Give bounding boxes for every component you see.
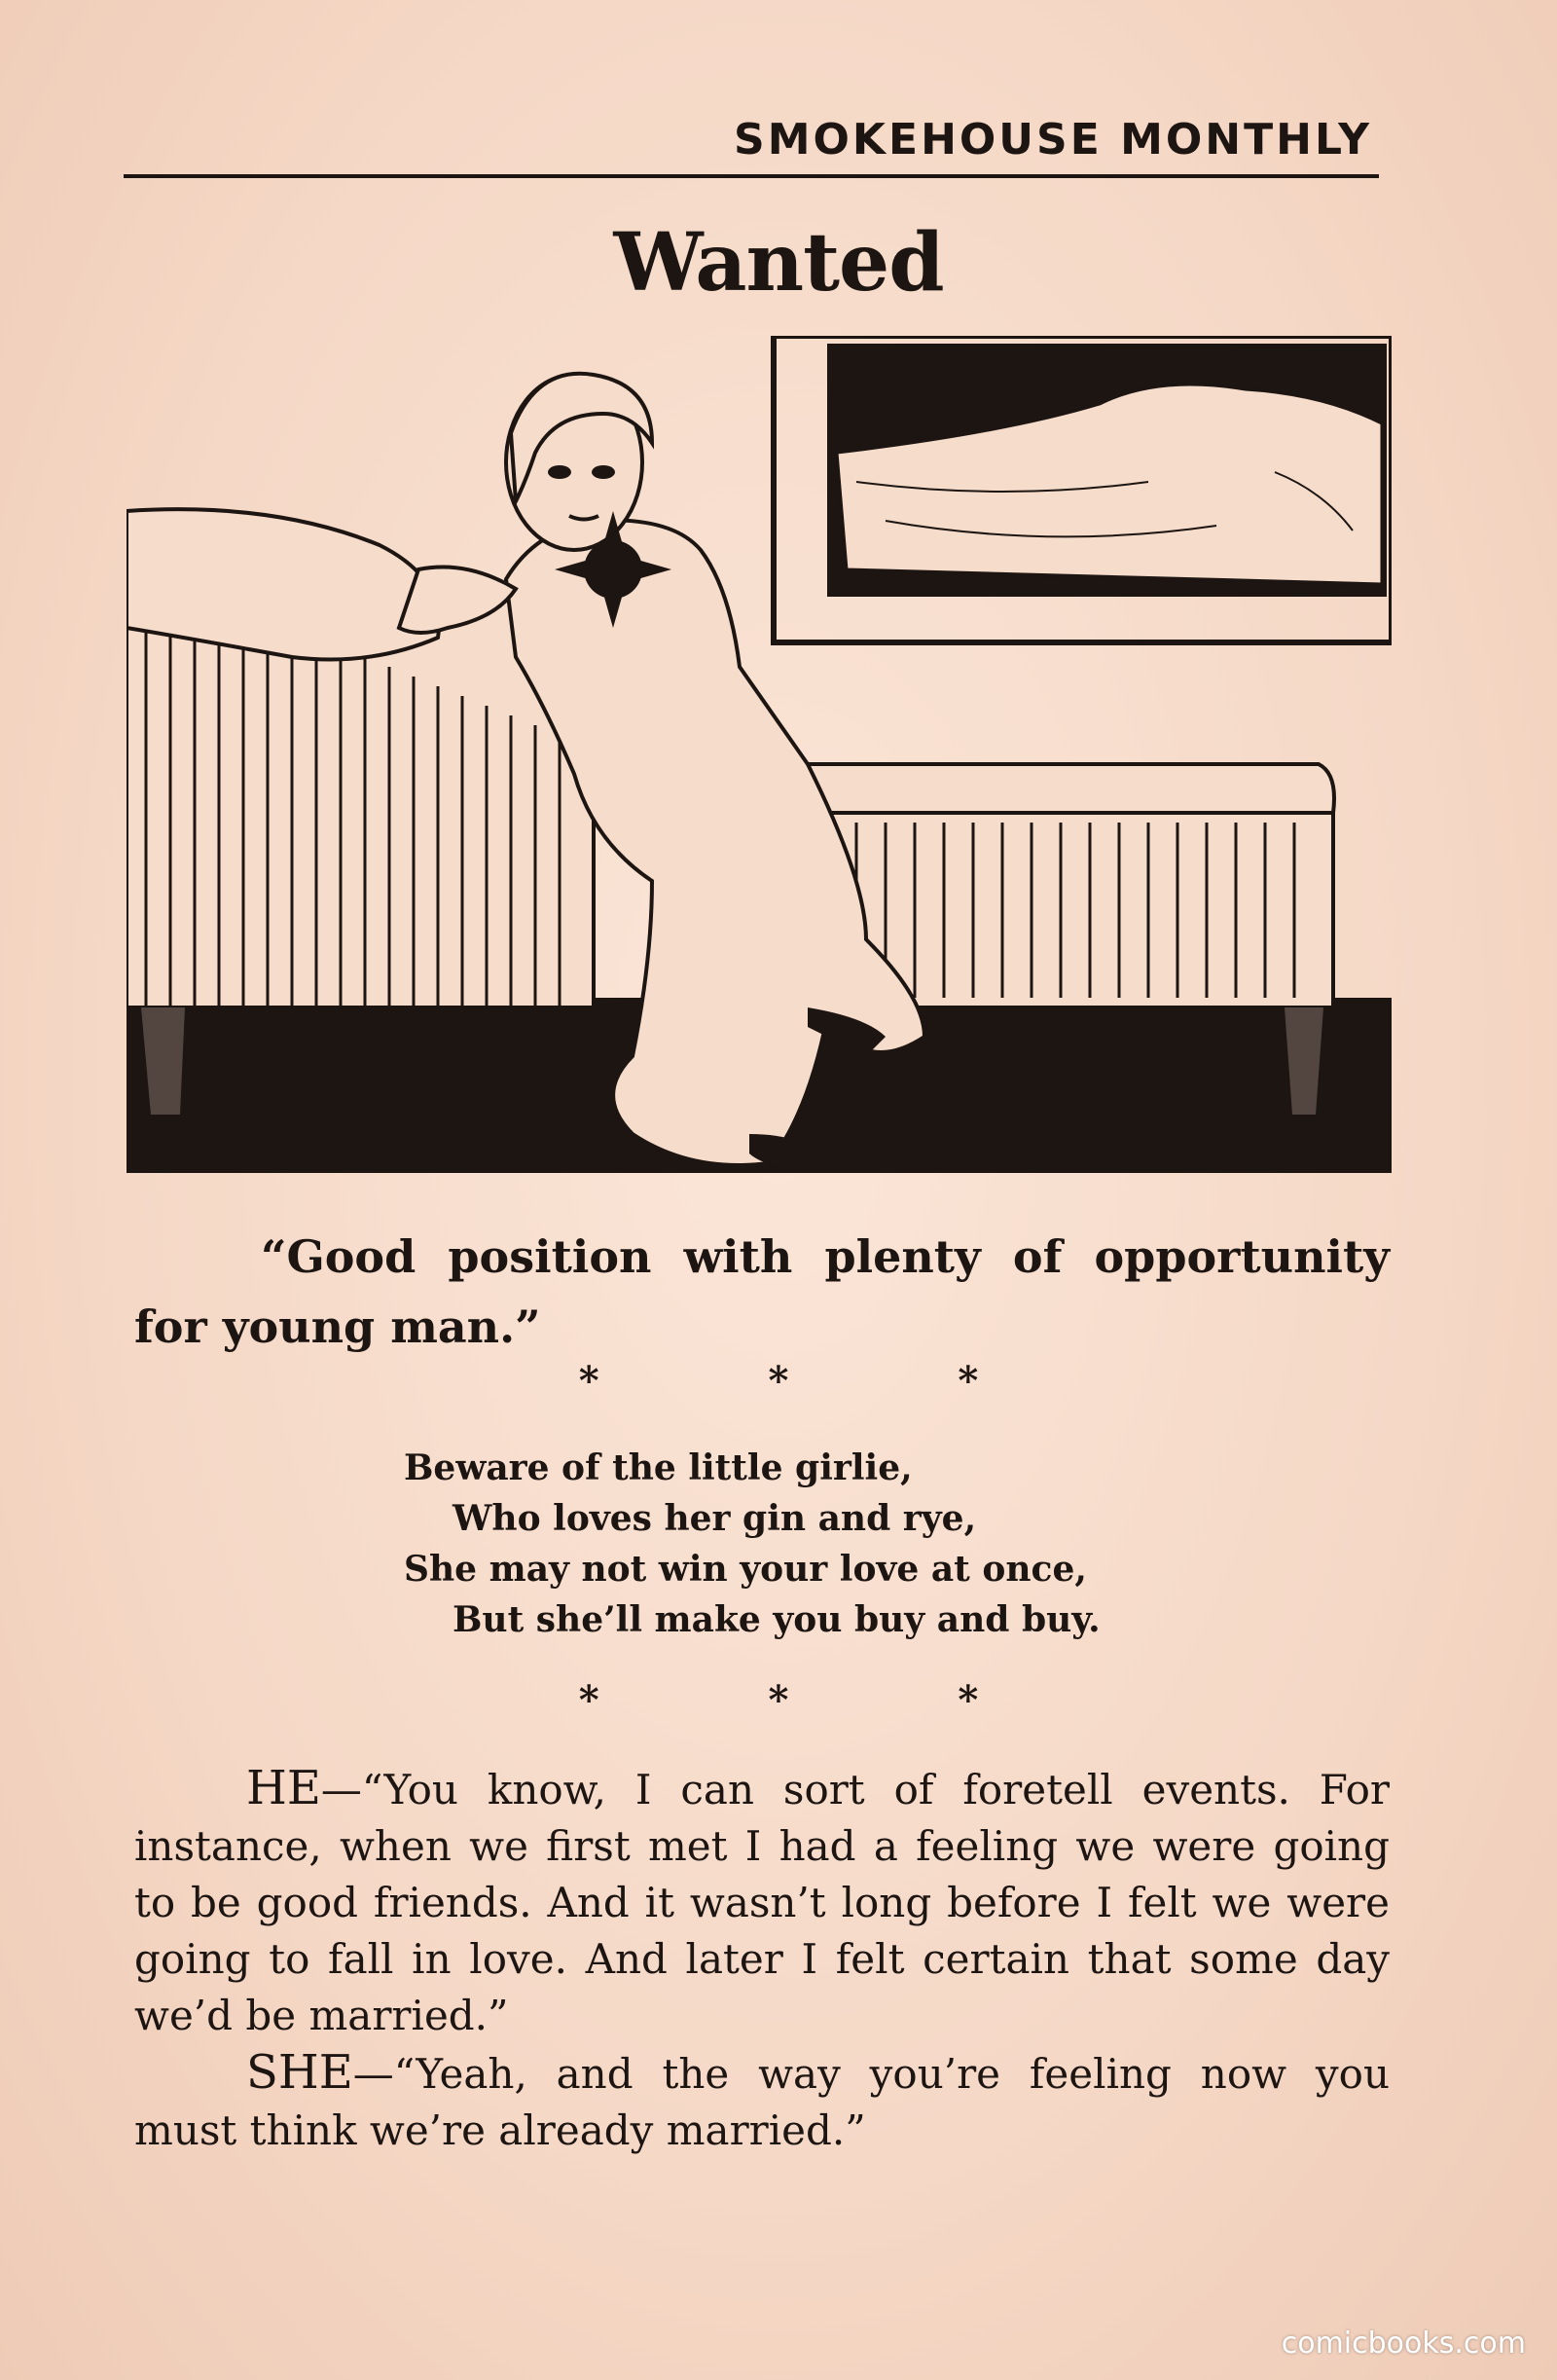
watermark: comicbooks.com: [1281, 2326, 1526, 2361]
masthead: SMOKEHOUSE MONTHLY: [734, 115, 1372, 165]
article-title: Wanted: [613, 216, 944, 310]
speaker-label: HE: [246, 1761, 321, 1815]
poem-line: But she’ll make you buy and buy.: [453, 1599, 1101, 1640]
poem-line: She may not win your love at once,: [404, 1549, 1087, 1590]
header-rule: [124, 174, 1379, 178]
poem-line: Beware of the little girlie,: [404, 1447, 913, 1488]
dialogue-text: —“You know, I can sort of foretell events. For instance, when we first met I had a feeling we were going to be good friends. And it wasn’t long before I felt we were going to fall in love. And later I felt certain that some day we’d be married.”: [134, 1766, 1390, 2039]
joke-dialogue: [134, 1760, 1390, 2159]
speaker-label: SHE: [246, 2045, 353, 2100]
poem-line: Who loves her gin and rye,: [453, 1498, 977, 1539]
dialogue-line: [134, 2044, 1390, 2159]
separator-stars: * * *: [578, 1358, 1057, 1404]
dialogue-text: —“Yeah, and the way you’re feeling now you must think we’re already married.”: [134, 2050, 1390, 2154]
cartoon-caption: “Good position with plenty of opportunity for young man.”: [134, 1230, 1390, 1353]
poem: [404, 1443, 1101, 1645]
cartoon-illustration: [127, 336, 1392, 1183]
dialogue-line: [134, 1760, 1390, 2044]
separator-stars: * * *: [578, 1677, 1057, 1723]
